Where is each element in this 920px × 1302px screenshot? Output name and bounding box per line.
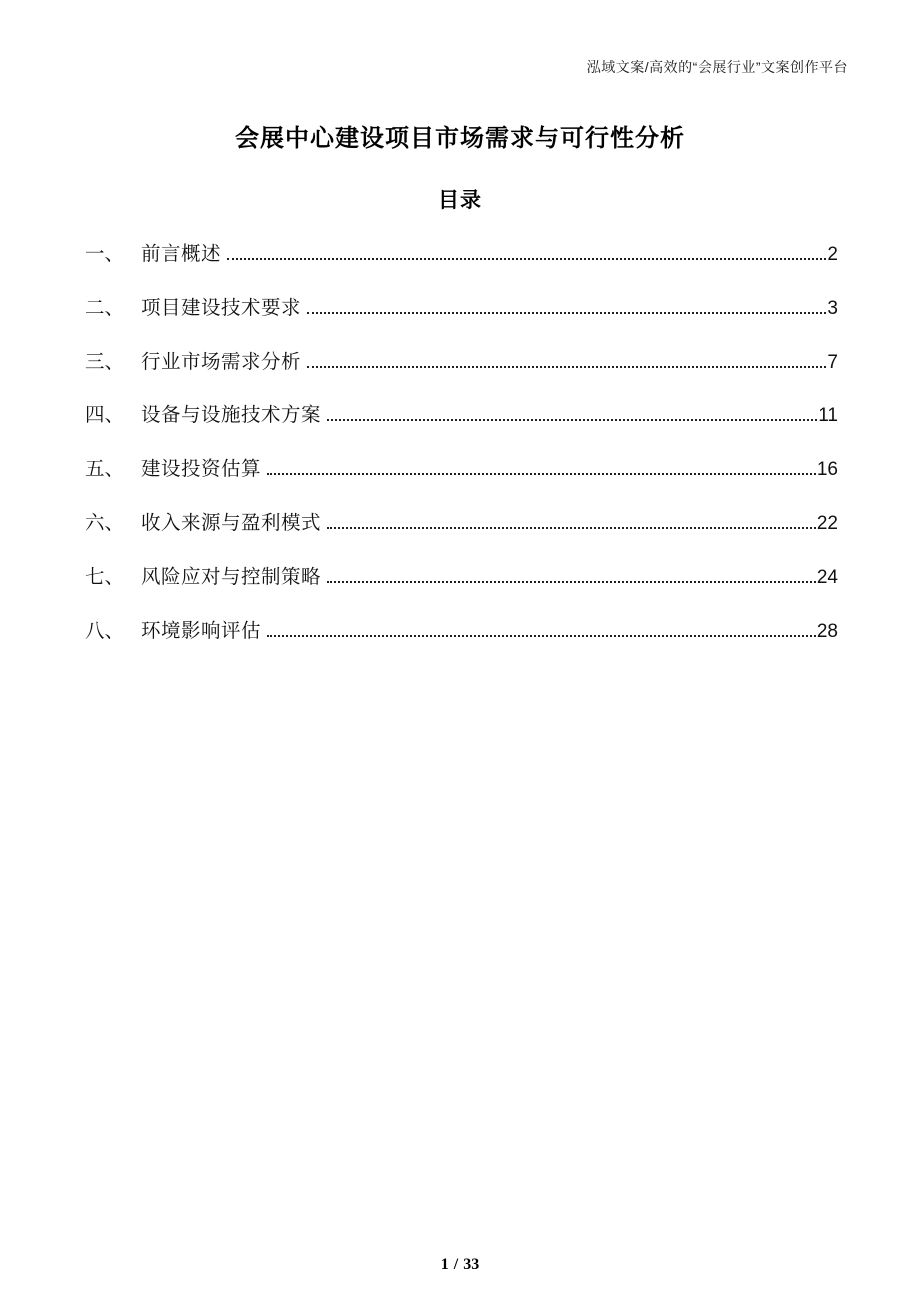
- toc-dot-leader: [267, 625, 816, 637]
- toc-entry-label: 前言概述: [141, 243, 222, 265]
- toc-entry-number: 一、: [85, 243, 125, 265]
- toc-entry-label: 行业市场需求分析: [141, 350, 302, 373]
- toc-dot-leader: [227, 248, 826, 260]
- toc-entry-page: 11: [818, 405, 838, 427]
- toc-entry-number: 四、: [85, 404, 125, 427]
- table-of-contents: [85, 238, 838, 668]
- toc-dot-leader: [307, 356, 826, 368]
- toc-dot-leader: [327, 409, 817, 421]
- toc-entry-page: 7: [827, 351, 838, 373]
- toc-entry-label: 收入来源与盈利模式: [141, 511, 322, 534]
- toc-entry[interactable]: [85, 507, 838, 561]
- toc-dot-leader: [327, 517, 816, 529]
- toc-entry-number: 五、: [85, 458, 125, 481]
- toc-entry-number: 七、: [85, 565, 125, 588]
- toc-entry-page: 28: [816, 620, 838, 642]
- current-page-number: 1: [440, 1256, 449, 1273]
- toc-entry-number: 八、: [85, 619, 125, 642]
- toc-entry[interactable]: [85, 561, 838, 615]
- toc-entry-number: 三、: [85, 350, 125, 373]
- toc-entry[interactable]: [85, 453, 838, 507]
- toc-entry[interactable]: [85, 346, 838, 400]
- toc-entry[interactable]: [85, 615, 838, 669]
- toc-heading: 目录: [438, 189, 482, 212]
- toc-entry-page: 22: [816, 512, 838, 534]
- total-page-count: 33: [463, 1256, 480, 1273]
- toc-entry-number: 六、: [85, 511, 125, 534]
- toc-dot-leader: [267, 463, 816, 475]
- toc-entry[interactable]: [85, 238, 838, 292]
- toc-entry-number: 二、: [85, 296, 125, 319]
- toc-entry-label: 风险应对与控制策略: [141, 565, 322, 588]
- toc-entry-page: 16: [816, 459, 838, 481]
- toc-entry-label: 建设投资估算: [141, 458, 262, 481]
- page-number-footer: [0, 1256, 920, 1274]
- document-header-watermark: 泓域文案/高效的“会展行业”文案创作平台: [586, 59, 848, 75]
- toc-entry[interactable]: [85, 399, 838, 453]
- toc-entry-label: 设备与设施技术方案: [141, 404, 322, 427]
- toc-entry-label: 项目建设技术要求: [141, 296, 302, 319]
- toc-dot-leader: [327, 571, 816, 583]
- toc-entry[interactable]: [85, 292, 838, 346]
- toc-entry-page: 2: [827, 244, 838, 265]
- page-title: 会展中心建设项目市场需求与可行性分析: [235, 125, 685, 152]
- toc-entry-page: 3: [827, 297, 838, 319]
- page-number-separator: /: [453, 1256, 459, 1273]
- toc-dot-leader: [307, 302, 826, 314]
- toc-entry-label: 环境影响评估: [141, 619, 262, 642]
- toc-entry-page: 24: [816, 566, 838, 588]
